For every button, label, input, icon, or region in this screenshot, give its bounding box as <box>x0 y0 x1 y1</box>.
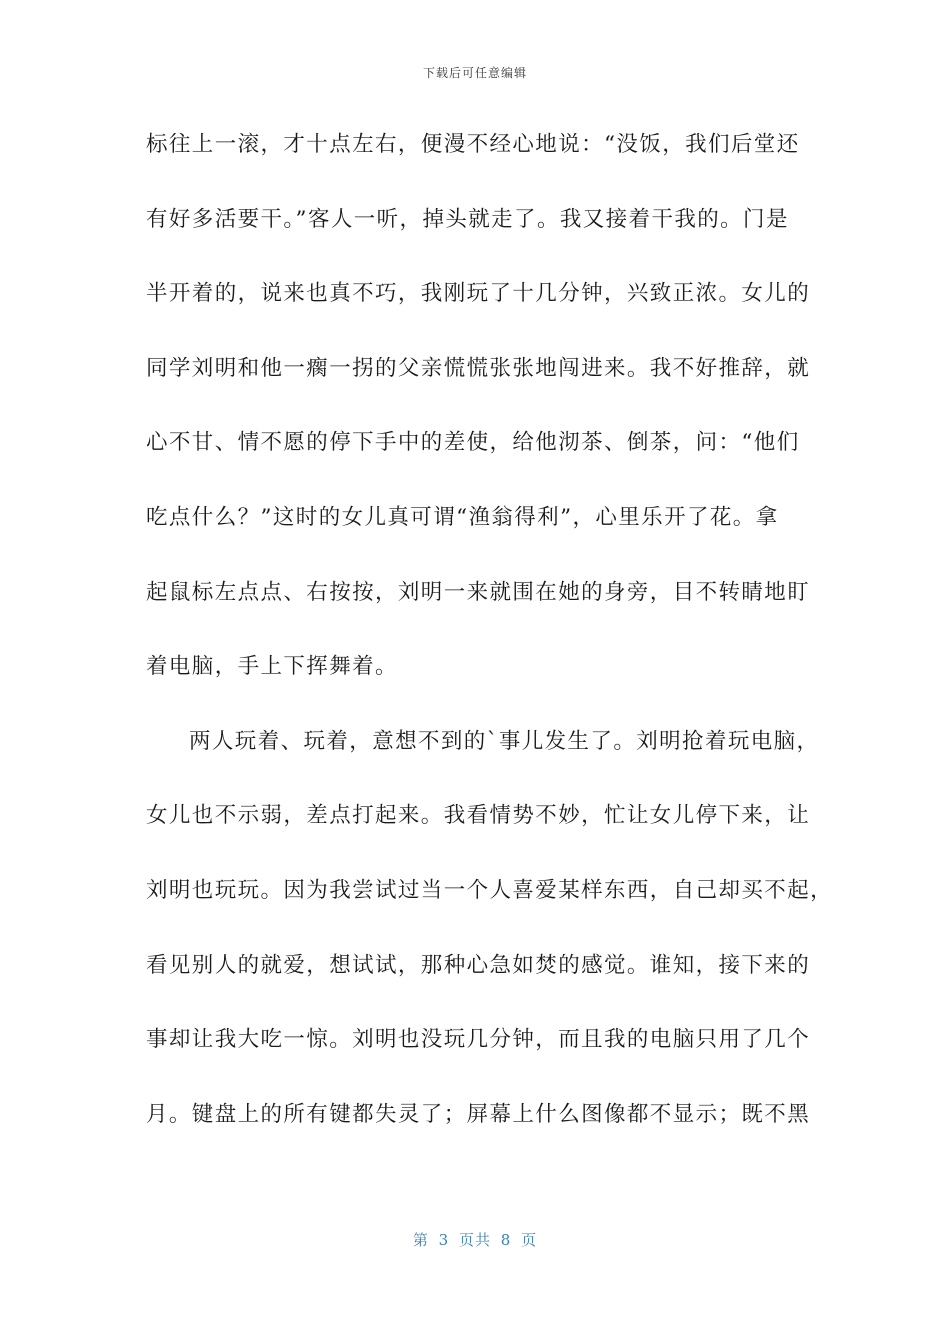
text-line: 月。键盘上的所有键都失灵了；屏幕上什么图像都不显示；既不黑 <box>146 1101 811 1127</box>
text-line: 女儿也不示弱，差点打起来。我看情势不妙，忙让女儿停下来，让 <box>146 803 811 829</box>
footer-current-page: 3 <box>438 1231 450 1249</box>
page-header: 下载后可任意编辑 <box>422 66 527 80</box>
text-line: 事却让我大吃一惊。刘明也没玩几分钟，而且我的电脑只用了几个 <box>146 1027 811 1053</box>
text-line: 标往上一滚，才十点左右，便漫不经心地说：“没饭，我们后堂还 <box>146 132 800 157</box>
footer-suffix: 页 <box>521 1231 538 1249</box>
footer-middle: 页共 <box>458 1231 491 1249</box>
footer-prefix: 第 <box>412 1231 429 1249</box>
document-body <box>146 129 834 1173</box>
text-line: 起鼠标左点点、右按按，刘明一来就围在她的身旁，目不转睛地盯 <box>146 579 811 605</box>
page-footer <box>0 1229 950 1250</box>
text-line: 吃点什么？”这时的女儿真可谓“渔翁得利”，心里乐开了花。拿 <box>146 504 779 530</box>
text-line: 两人玩着、玩着，意想不到的`事儿发生了。刘明抢着玩电脑， <box>189 728 820 754</box>
text-line: 半开着的，说来也真不巧，我刚玩了十几分钟，兴致正浓。女儿的 <box>146 281 811 307</box>
text-line: 有好多活要干。”客人一听，掉头就走了。我又接着干我的。门是 <box>146 206 789 232</box>
text-line: 着电脑，手上下挥舞着。 <box>146 654 398 680</box>
text-line: 看见别人的就爱，想试试，那种心急如焚的感觉。谁知，接下来的 <box>146 952 811 978</box>
text-line: 同学刘明和他一瘸一拐的父亲慌慌张张地闯进来。我不好推辞，就 <box>146 355 811 381</box>
text-line: 刘明也玩玩。因为我尝试过当一个人喜爱某样东西，自己却买不起， <box>146 877 834 903</box>
footer-total-pages: 8 <box>500 1231 512 1249</box>
text-line: 心不甘、情不愿的停下手中的差使，给他沏茶、倒茶，问：“他们 <box>146 430 800 456</box>
